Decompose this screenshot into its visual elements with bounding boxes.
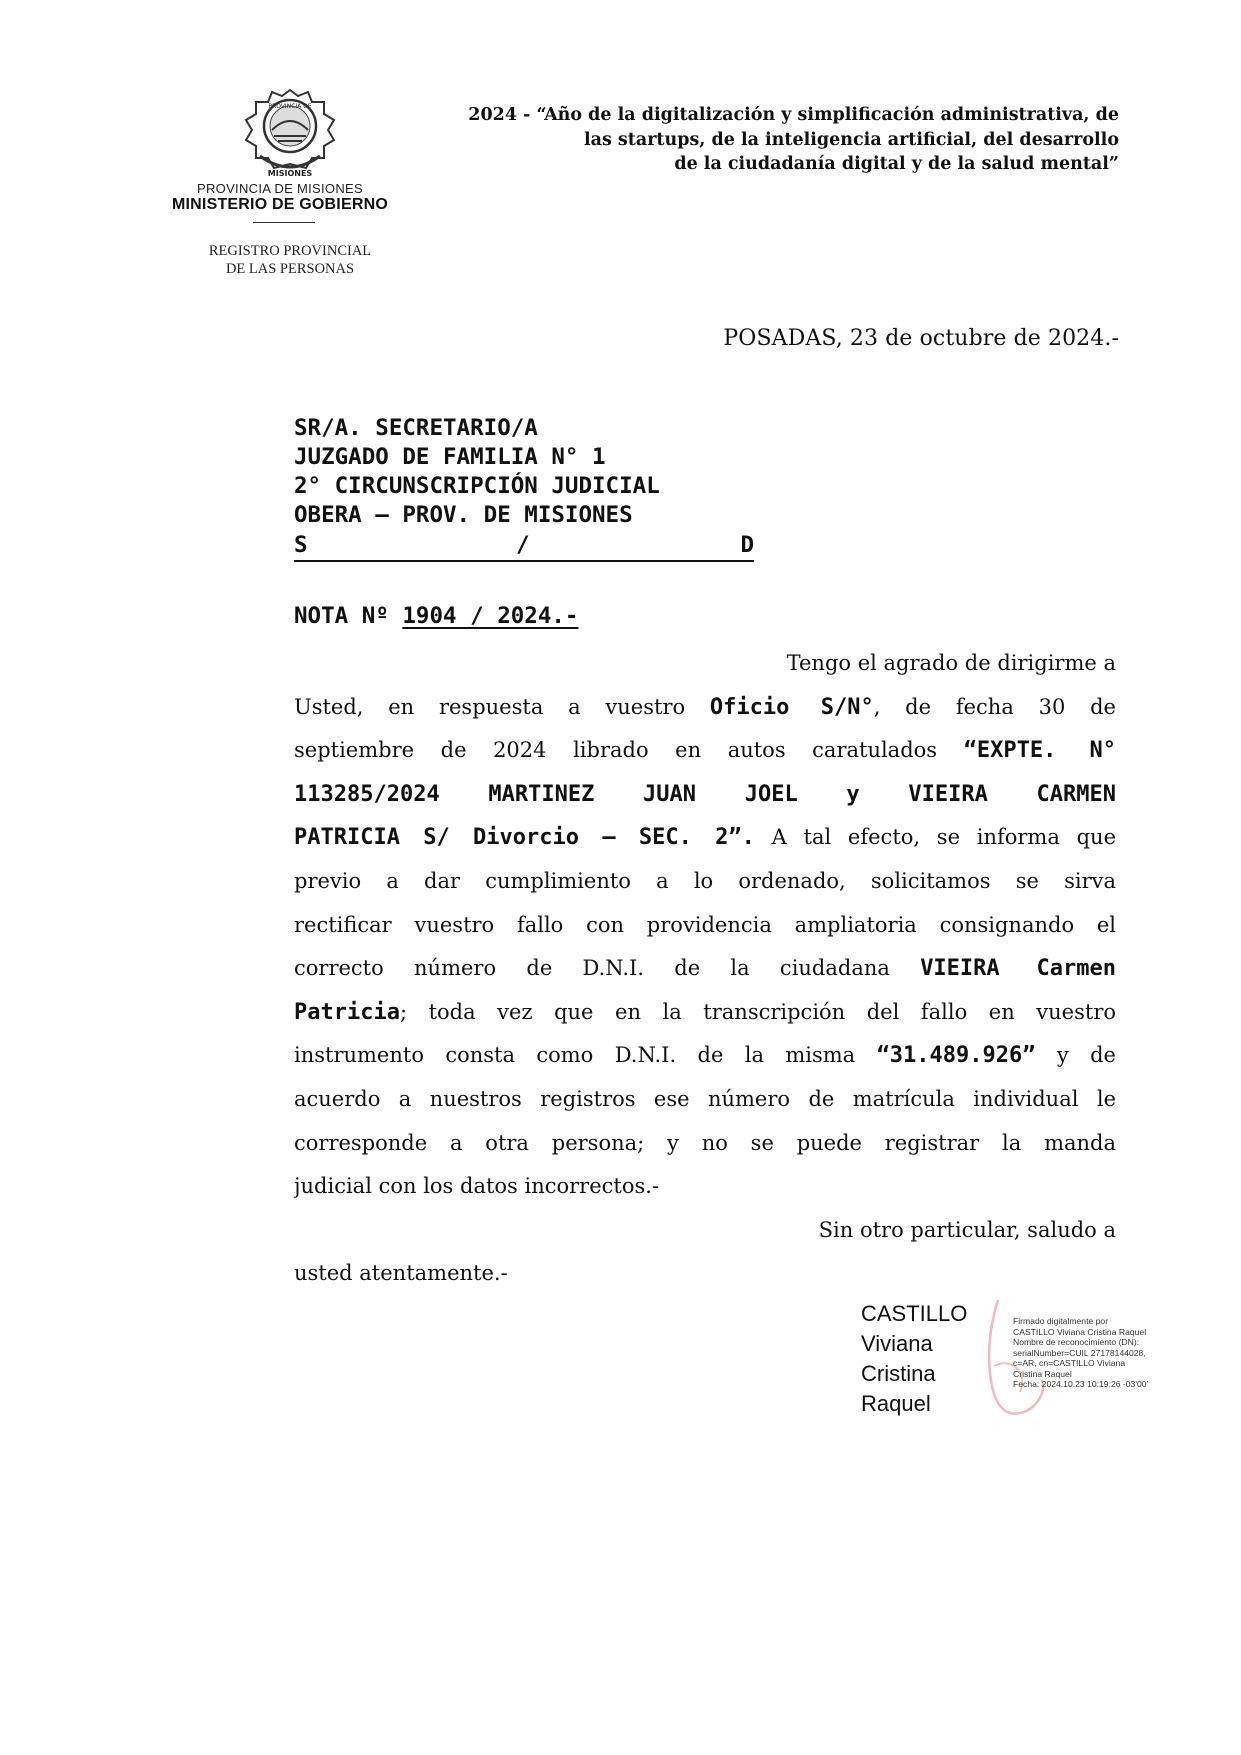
- org-divider: [253, 222, 315, 223]
- recipient-block: [294, 414, 660, 530]
- sd-d: D: [740, 532, 754, 558]
- body-line: PATRICIA S/ Divorcio – SEC. 2”. A tal efecto, se informa que: [294, 825, 1116, 851]
- body-line: corresponde a otra persona; y no se puede registrar la manda: [294, 1130, 1116, 1155]
- letter-body: [294, 642, 1116, 1296]
- dni-number: “31.489.926”: [876, 1043, 1036, 1069]
- motto-line2: las startups, de la inteligencia artificial, del desarrollo: [583, 129, 1119, 150]
- seal-text-bottom: MISIONES: [267, 169, 313, 178]
- org-province: PROVINCIA DE MISIONES: [197, 181, 363, 196]
- letter-date: POSADAS, 23 de octubre de 2024.-: [723, 326, 1119, 351]
- registro-line2: DE LAS PERSONAS: [225, 261, 355, 277]
- case-title: 113285/2024 MARTINEZ JUAN JOEL y VIEIRA CARMEN: [294, 781, 1116, 807]
- body-line: [294, 773, 1116, 817]
- closing-line: usted atentamente.-: [294, 1261, 508, 1286]
- body-line: instrumento consta como D.N.I. de la misma “31.489.926” y de: [294, 1043, 1116, 1069]
- body-line: judicial con los datos incorrectos.-: [294, 1174, 660, 1199]
- body-line: correcto número de D.N.I. de la ciudadana VIEIRA Carmen: [294, 956, 1116, 982]
- body-line: Usted, en respuesta a vuestro Oficio S/N°, de fecha 30 de: [294, 694, 1116, 720]
- year-motto: [468, 103, 1119, 177]
- motto-line1: 2024 - “Año de la digitalización y simplificación administrativa, de: [468, 105, 1119, 125]
- org-ministry: MINISTERIO DE GOBIERNO: [172, 196, 388, 213]
- recipient-line1: SR/A. SECRETARIO/A: [294, 415, 538, 441]
- nota-heading: [294, 603, 578, 629]
- signer-name: CASTILLO Viviana Cristina Raquel: [861, 1301, 968, 1416]
- sd-s: S: [294, 532, 308, 558]
- nota-number: 1904 / 2024.-: [402, 603, 579, 629]
- body-line: previo a dar cumplimiento a lo ordenado, solicitamos se sirva: [294, 868, 1116, 893]
- oficio-ref: Oficio S/N°: [709, 694, 874, 720]
- seal-text-top: PROVINCIA DE: [268, 103, 312, 110]
- provincia-de-misiones-seal-icon: [240, 86, 340, 182]
- body-line: rectificar vuestro fallo con providencia ampliatoria consignando el: [294, 912, 1116, 937]
- su-despacho-line: [294, 530, 754, 562]
- sd-slash: /: [516, 532, 530, 558]
- body-line: septiembre de 2024 librado en autos caratulados “EXPTE. N°: [294, 738, 1116, 764]
- registro-line1: REGISTRO PROVINCIAL: [208, 243, 372, 259]
- recipient-line4: OBERA – PROV. DE MISIONES: [294, 502, 633, 528]
- body-line: acuerdo a nuestros registros ese número de matrícula individual le: [294, 1086, 1116, 1111]
- recipient-line3: 2° CIRCUNSCRIPCIÓN JUDICIAL: [294, 473, 660, 499]
- registro-provincial: [180, 242, 400, 278]
- nota-label: NOTA Nº: [294, 603, 389, 629]
- recipient-line2: JUZGADO DE FAMILIA N° 1: [294, 444, 606, 470]
- body-line: Patricia; toda vez que en la transcripción del fallo en vuestro: [294, 999, 1116, 1025]
- closing-line: Sin otro particular, saludo a: [818, 1217, 1116, 1242]
- motto-line3: de la ciudadanía digital y de la salud mental”: [674, 154, 1119, 174]
- body-line: Tengo el agrado de dirigirme a: [786, 651, 1116, 675]
- digital-signature-details: Firmado digitalmente por CASTILLO Viviana Cristina Raquel Nombre de reconocimiento (DN): serialNumber=CUIL 27178144028, c=AR, cn=CASTILLO Viviana Cristina Raquel Fecha: 2024.10.23 10:19:26 -03'00': [1013, 1316, 1149, 1389]
